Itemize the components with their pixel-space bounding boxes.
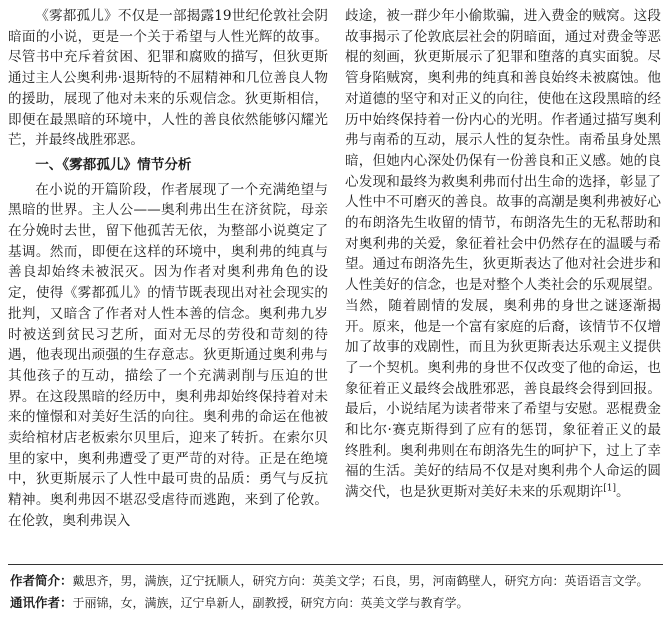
corresponding-author-note: [10, 594, 665, 612]
continued-paragraph-text: 歧途，被一群少年小偷欺骗，进入费金的贼窝。这段故事揭示了伦敦底层社会的阴暗面，通过对费金等恶棍的刻画，狄更斯展示了犯罪和堕落的真实面貌。尽管身陷贼窝，奥利弗的纯真和善良始终未被腐蚀。他对道德的坚守和对正义的向往，使他在这段黑暗的经历中始终保持着一份内心的光明。作者通过描写奥利弗与南希的互动，展示人性的复杂性。南希虽身处黑暗，但她内心深处仍保有一份善良和正义感。她的良心发现和最终为救奥利弗而付出生命的选择，彰显了人性中不可磨灭的善良。故事的高潮是奥利弗被好心的布朗洛先生收留的情节，布朗洛先生的无私帮助和对奥利弗的关爱，象征着社会中仍然存在的温暖与希望。通过布朗洛先生，狄更斯表达了他对社会进步和人性美好的信念，也是对整个人类社会的乐观展望。当然，随着剧情的发展，奥利弗的身世之谜逐渐揭开。原来，他是一个富有家庭的后裔，该情节不仅增加了故事的戏剧性，而且为狄更斯表达乐观主义提供了一个契机。奥利弗的身世不仅改变了他的命运，也象征着正义最终会战胜邪恶，善良最终会得到回报。最后，小说结尾为读者带来了希望与安慰。恶棍费金和比尔·赛克斯得到了应有的惩罚，象征着正义的最终胜利。奥利弗则在布朗洛先生的呵护下，过上了幸福的生活。美好的结局不仅是对奥利弗个人命运的圆满交代，也是狄更斯对美好未来的乐观期许: [345, 8, 661, 501]
footnote-divider: [8, 564, 663, 565]
section-heading: 一、《雾都孤儿》情节分析: [35, 156, 192, 173]
end-punctuation: 。: [616, 484, 630, 501]
author-note-label: 作者简介：: [10, 573, 73, 588]
continued-paragraph: [345, 6, 661, 503]
right-column: [345, 6, 661, 503]
plot-analysis-paragraph: 在小说的开篇阶段，作者展现了一个充满绝望与黑暗的世界。主人公——奥利弗出生在济贫院，母亲在分娩时去世，留下他孤苦无依，为整部小说奠定了基调。然而，即便在这样的环境中，奥利弗的纯真与善良却始终未被泯灭。因为作者对奥利弗角色的设定，使得《雾都孤儿》的情节既表现出对社会现实的批判，又暗含了作者对人性本善的信念。奥利弗九岁时被送到贫民习艺所，面对无尽的劳役和苛刻的待遇，他表现出顽强的生存意志。狄更斯通过奥利弗与其他孩子的互动，描绘了一个充满剥削与压迫的世界。在这段黑暗的经历中，奥利弗却始终保持着对未来的憧憬和对美好生活的向往。奥利弗的命运在他被卖给棺材店老板索尔贝里后，迎来了转折。在索尔贝里的家中，奥利弗遭受了更严苛的对待。正是在绝境中，狄更斯展示了人性中最可贵的品质：勇气与反抗精神。奥利弗因不堪忍受虐待而逃跑，来到了伦敦。在伦敦，奥利弗误入: [8, 181, 328, 529]
citation-marker: [1]: [603, 483, 617, 494]
author-note-text: 戴思齐，男，满族，辽宁抚顺人，研究方向：英美文学；石良，男，河南鹤壁人，研究方向：英语语言文学。: [72, 574, 649, 588]
corresponding-author-label: 通讯作者：: [10, 595, 73, 610]
author-note: [10, 572, 665, 590]
corresponding-author-text: 于丽锦，女，满族，辽宁阜新人，副教授，研究方向：英美文学与教育学。: [72, 596, 469, 610]
left-column: [8, 6, 328, 532]
intro-paragraph: 《雾都孤儿》不仅是一部揭露19世纪伦敦社会阴暗面的小说，更是一个关于希望与人性光辉的故事。尽管书中充斥着贫困、犯罪和腐败的描写，但狄更斯通过主人公奥利弗·退斯特的不屈精神和几位善良人物的援助，展现了他对未来的乐观信念。狄更斯相信，即便在最黑暗的环境中，人性的善良依然能够闪耀光芒，并最终战胜邪恶。: [8, 8, 328, 149]
